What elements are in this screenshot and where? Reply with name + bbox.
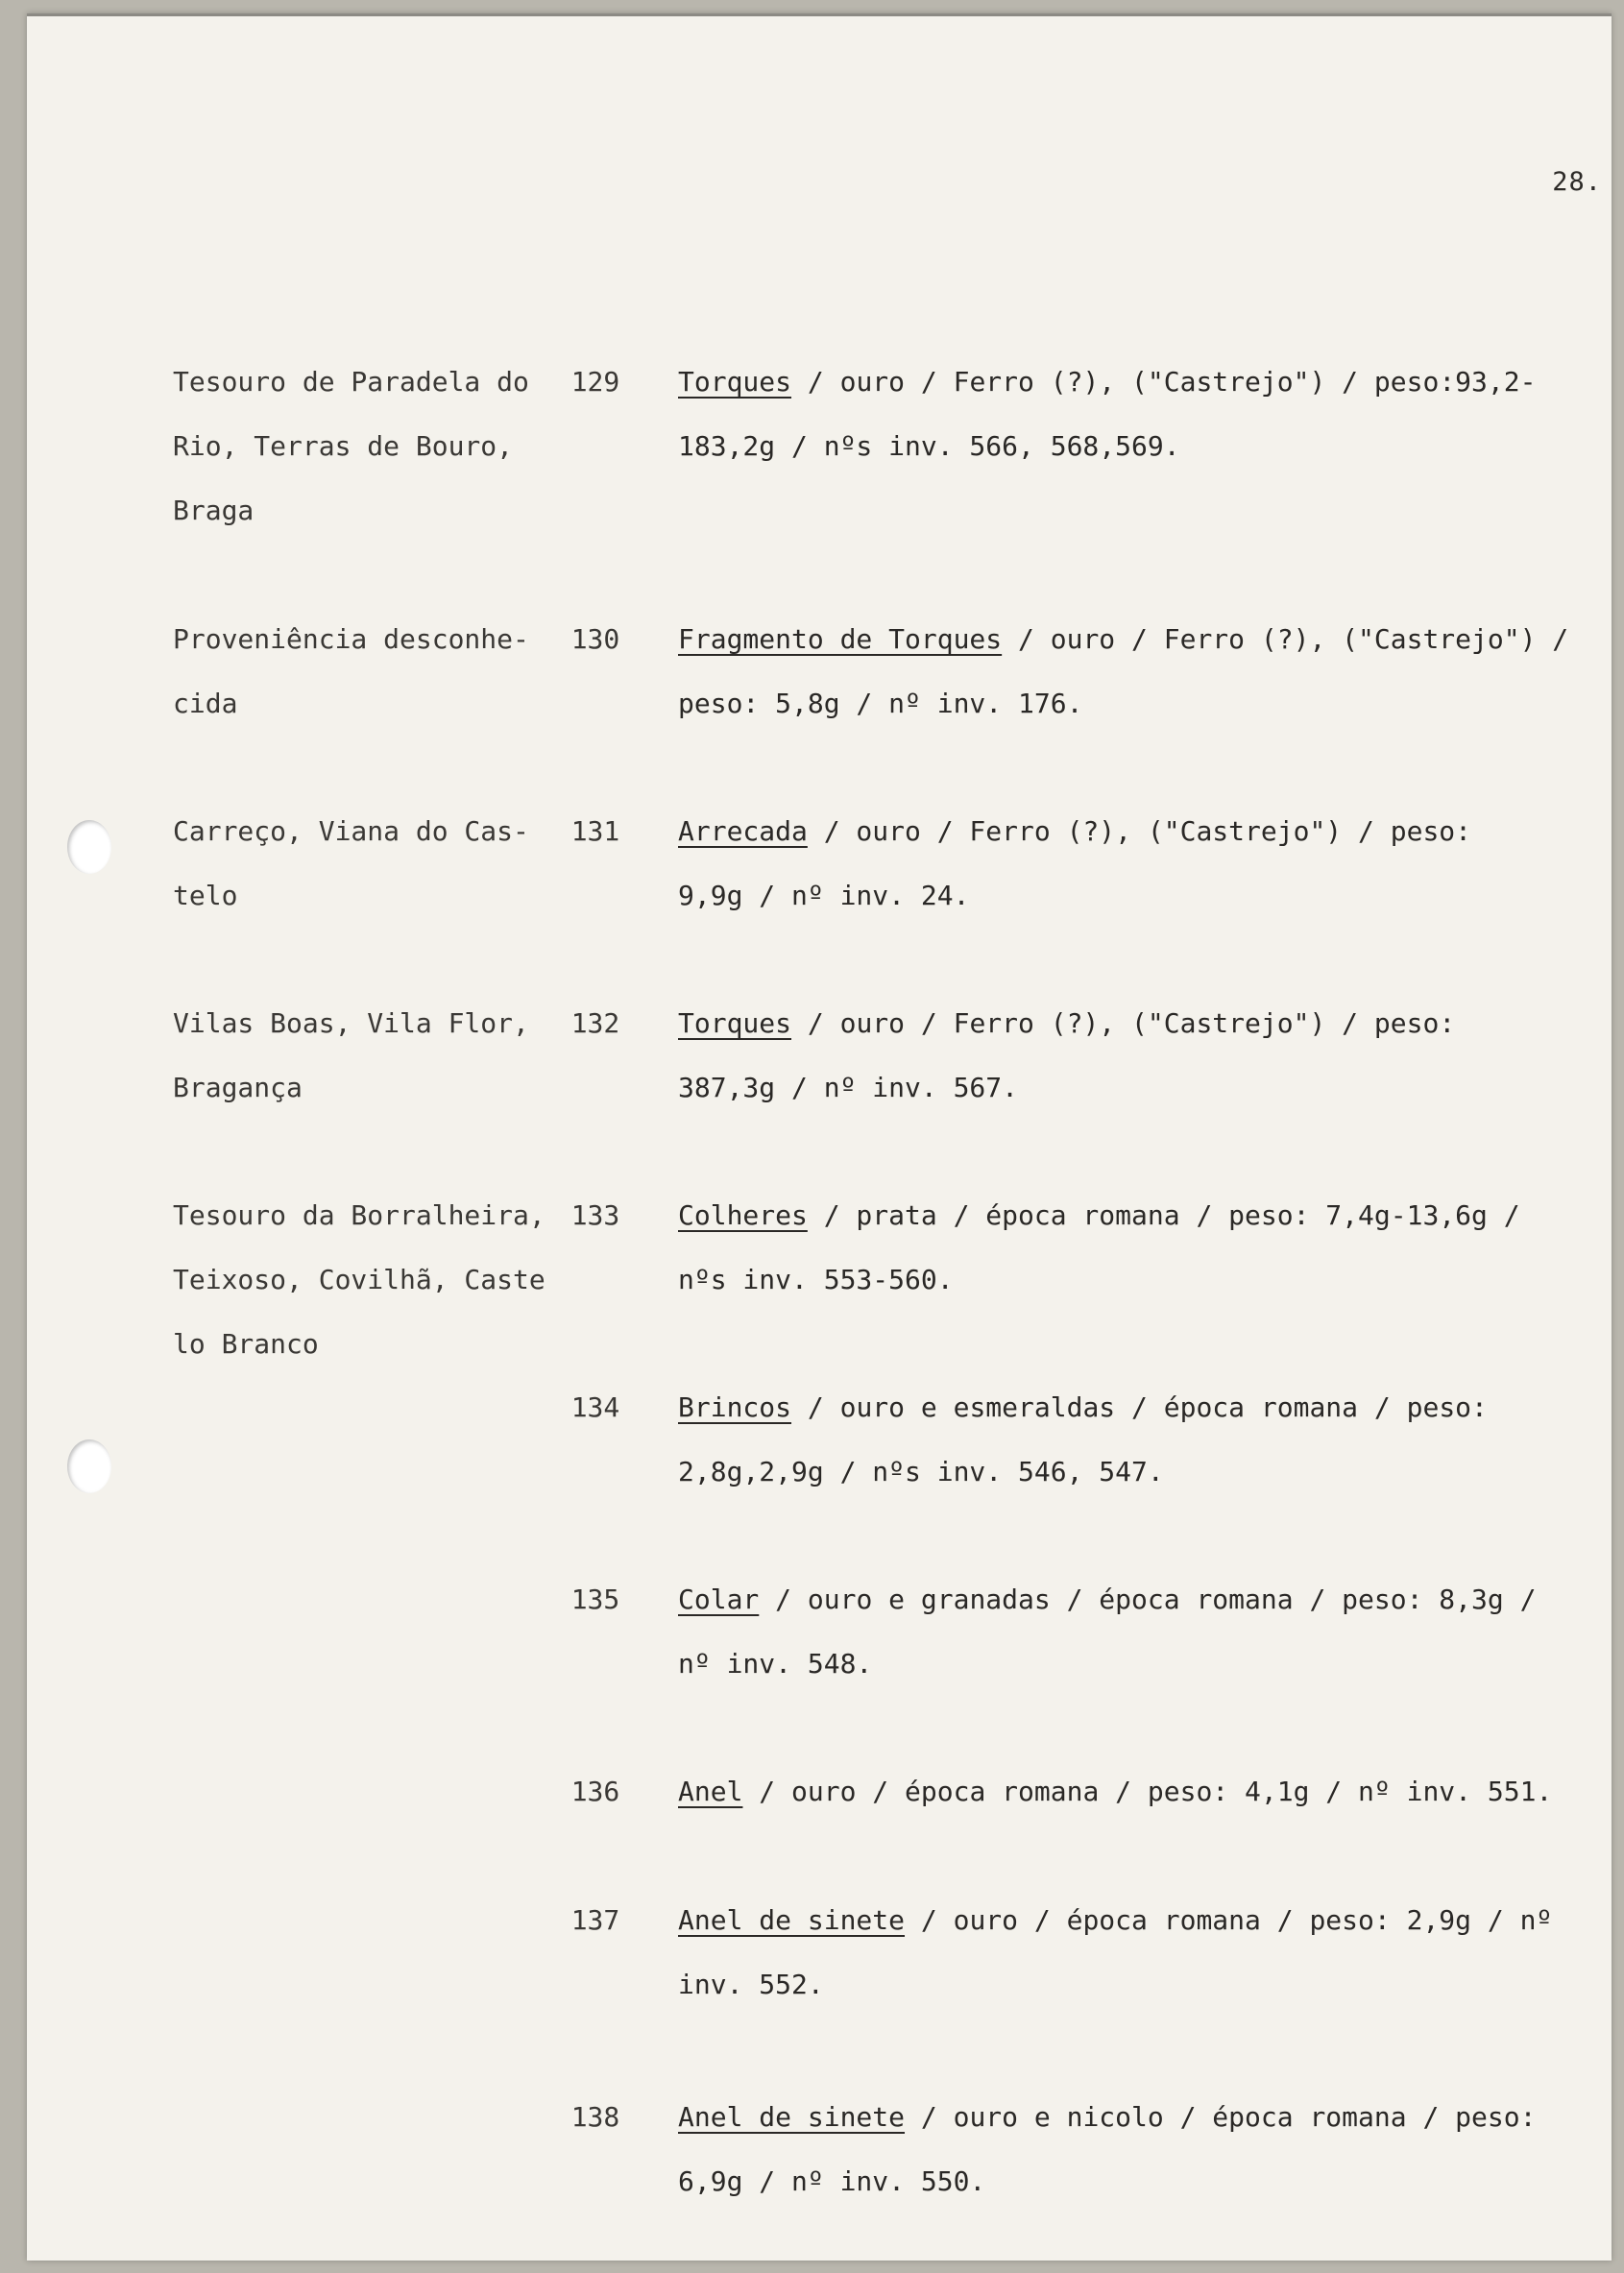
page-number: 28. (1552, 167, 1602, 197)
item-name: Fragmento de Torques (678, 623, 1003, 655)
entry-description: Anel / ouro / época romana / peso: 4,1g / nº inv. 551. (678, 1776, 1553, 1807)
item-name: Brincos (678, 1391, 792, 1423)
punch-hole (67, 1439, 111, 1493)
entry-provenance: Tesouro da Borralheira, Teixoso, Covilhã, Caste lo Branco (173, 1199, 545, 1360)
entry-description: Colheres / prata / época romana / peso: 7,4g-13,6g / nºs inv. 553-560. (678, 1199, 1520, 1295)
entry-number: 138 (570, 2101, 620, 2133)
item-name: Anel de sinete (678, 2101, 906, 2133)
entry-number: 132 (570, 1007, 620, 1039)
entry-description: Arrecada / ouro / Ferro (?), ("Castrejo") / peso: 9,9g / nº inv. 24. (678, 815, 1472, 911)
entry-number: 131 (570, 815, 620, 847)
item-name: Torques (678, 366, 792, 398)
entry-description: Anel de sinete / ouro / época romana / peso: 2,9g / nº inv. 552. (678, 1904, 1553, 2000)
entry-description: Fragmento de Torques / ouro / Ferro (?), ("Castrejo") / peso: 5,8g / nº inv. 176. (678, 623, 1569, 719)
page-top-edge (27, 13, 1612, 16)
item-name: Anel de sinete (678, 1904, 906, 1936)
entry-number: 129 (570, 366, 620, 398)
entry-provenance: Proveniência desconhe- cida (173, 623, 529, 719)
item-name: Colar (678, 1584, 760, 1615)
entry-number: 134 (570, 1391, 620, 1423)
entry-provenance: Carreço, Viana do Cas- telo (173, 815, 529, 911)
document-page (27, 13, 1612, 2261)
entry-number: 130 (570, 623, 620, 655)
entry-description: Torques / ouro / Ferro (?), ("Castrejo") / peso:93,2- 183,2g / nºs inv. 566, 568,569. (678, 366, 1537, 462)
entry-number: 133 (570, 1199, 620, 1231)
punch-hole (67, 820, 111, 874)
entry-description: Torques / ouro / Ferro (?), ("Castrejo") / peso: 387,3g / nº inv. 567. (678, 1007, 1456, 1103)
entry-number: 137 (570, 1904, 620, 1936)
entry-number: 136 (570, 1776, 620, 1807)
entry-provenance: Tesouro de Paradela do Rio, Terras de Bouro, Braga (173, 366, 529, 526)
item-name: Arrecada (678, 815, 808, 847)
entry-description: Brincos / ouro e esmeraldas / época romana / peso: 2,8g,2,9g / nºs inv. 546, 547. (678, 1391, 1488, 1487)
entry-number: 135 (570, 1584, 620, 1615)
entry-description: Anel de sinete / ouro e nicolo / época romana / peso: 6,9g / nº inv. 550. (678, 2101, 1537, 2197)
item-name: Colheres (678, 1199, 808, 1231)
item-name: Torques (678, 1007, 792, 1039)
entry-provenance: Vilas Boas, Vila Flor, Bragança (173, 1007, 529, 1103)
item-name: Anel (678, 1776, 743, 1807)
entry-description: Colar / ouro e granadas / época romana / peso: 8,3g / nº inv. 548. (678, 1584, 1537, 1680)
